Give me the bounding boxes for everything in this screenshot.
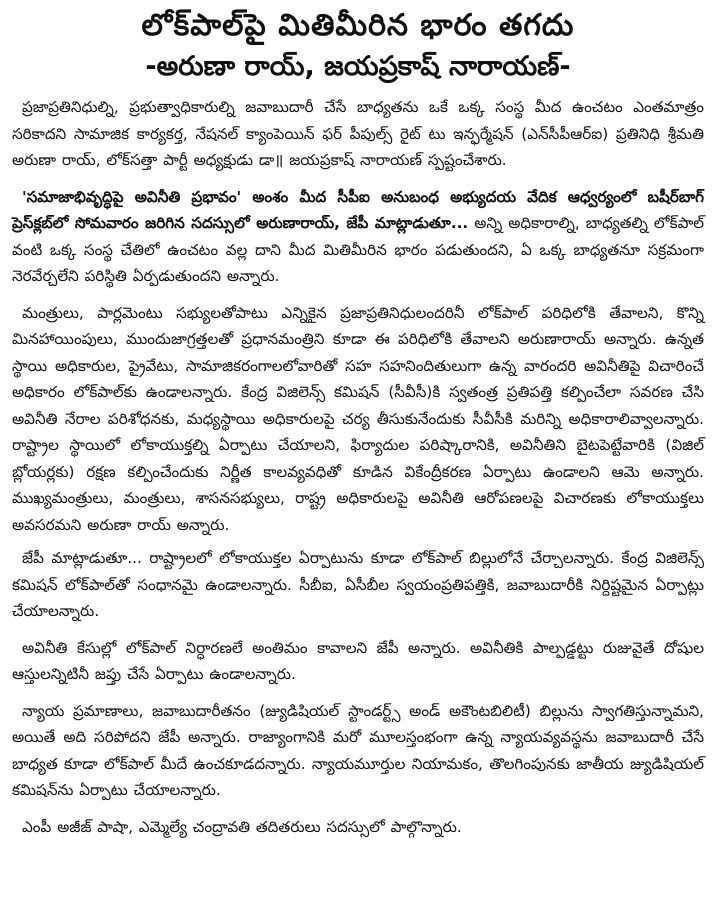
headline: లోక్‌పాల్‌పై మితిమీరిన భారం తగదు: [141, 8, 575, 43]
paragraph-2-body: అన్ని అధికారాల్ని, బాధ్యతల్ని లోక్‌పాల్‌ వంటి ఒక్క సంస్థ చేతిలో ఉంచటం వల్ల దాని మీద మితిమీరిన భారం పడుతుందని, ఏ ఒక్క బాధ్యతనూ సక్రమంగా నెరవేర్చలేని పరిస్థితి ఏర్పడుతుందని అన్నారు.: [12, 214, 704, 285]
paragraph-3: మంత్రులు, పార్లమెంటు సభ్యులతోపాటు ఎన్నికైన ప్రజాప్రతినిధులందరినీ లోక్‌పాల్‌ పరిధిలోకి తేవాలని, కొన్ని మినహాయింపులు, ముందుజాగ్రత్తలతో ప్రధానమంత్రిని కూడా ఈ పరిధిలోకి తేవాలని అరుణారాయ్‌ అన్నారు. ఉన్నత స్థాయి అధికారుల, ప్రైవేటు, సామాజికరంగాలలోవారితో సహ సహనిందితులుగా ఉన్న వారందరి అవినీతిపై విచారించే అధికారం లోక్‌పాల్‌కు ఉండాలన్నారు. కేంద్ర విజిలెన్స్‌ కమిషన్‌ (సీవీసీ)కి స్వతంత్ర ప్రతిపత్తి కల్పించేలా సవరణ చేసి అవినీతి నేరాల పరిశోధనకు, మధ్యస్థాయి అధికారులపై చర్య తీసుకునేందుకు సీవీసీకి మరిన్ని అధికారాలివ్వాలన్నారు. రాష్ట్రాల స్థాయిలో లోకాయుక్తల్ని ఏర్పాటు చేయాలని, ఫిర్యాదుల పరిష్కారానికి, అవినీతిని బైటపెట్టేవారికి (విజిల్‌ బ్లోయర్లకు) రక్షణ కల్పించేందుకు నిర్ణీత కాలవ్యవధితో కూడిన వికేంద్రీకరణ ఏర్పాటు ఉండాలని ఆమె అన్నారు. ముఖ్యమంత్రులు, మంత్రులు, శాసనసభ్యులు, రాష్ట్ర అధికారులపై అవినీతి ఆరోపణలపై విచారణకు లోకాయుక్తలు అవసరమని అరుణా రాయ్‌ అన్నారు.: [12, 303, 704, 534]
paragraph-1: ప్రజాప్రతినిధుల్ని, ప్రభుత్వాధికారుల్ని జవాబుదారీ చేసే బాధ్యతను ఒకే ఒక్క సంస్థ మీద ఉంచటం ఎంతమాత్రం సరికాదని సామాజిక కార్యకర్త, నేషనల్‌ క్యాంపెయిన్‌ ఫర్‌ పీపుల్స్‌ రైట్‌ టు ఇన్ఫర్మేషన్‌ (ఎన్‌సీపీఆర్‌ఐ) ప్రతినిధి శ్రీమతి అరుణా రాయ్‌, లోక్‌సత్తా పార్టీ అధ్యక్షుడు డా॥ జయప్రకాష్‌ నారాయణ్‌ స్పష్టంచేశారు.: [12, 98, 704, 169]
paragraph-7: ఎంపీ అజీజ్‌ పాషా, ఎమ్మెల్యే చంద్రావతి తదితరులు సదస్సులో పాల్గొన్నారు.: [22, 817, 462, 836]
paragraph-4: జేపీ మాట్లాడుతూ... రాష్ట్రాలలో లోకాయుక్తల ఏర్పాటును కూడా లోక్‌పాల్‌ బిల్లులోనే చేర్చాలన్నారు. కేంద్ర విజిలెన్స్‌ కమిషన్‌ లోక్‌పాల్‌తో సంధానమై ఉండాలన్నారు. సీబీఐ, ఏసీబీల స్వయంప్రతిపత్తికి, జవాబుదారీకి నిర్దిష్టమైన ఏర్పాట్లు చేయాలన్నారు.: [12, 549, 704, 620]
paragraph-6: న్యాయ ప్రమాణాలు, జవాబుదారీతనం (జ్యుడిషియల్‌ స్టాండర్ట్స్‌ అండ్‌ అకౌంటబిలిటీ) బిల్లును స్వాగతిస్తున్నామని, అయితే అది సరిపోదని జేపీ అన్నారు. రాజ్యాంగానికి మరో మూలస్తంభంగా ఉన్న న్యాయవ్యవస్థను జవాబుదారీ చేసే బాధ్యత కూడా లోక్‌పాల్‌ మీదే ఉంచకూడదన్నారు. న్యాయమూర్తుల నియామకం, తొలగింపునకు జాతీయ జ్యుడిషియల్‌ కమిషన్‌ను ఏర్పాటు చేయాలన్నారు.: [12, 701, 704, 799]
paragraph-2: [12, 184, 704, 290]
byline-subtitle: -అరుణా రాయ్‌, జయప్రకాష్‌ నారాయణ్‌-: [145, 51, 571, 82]
paragraph-2-lead: 'సమాజాభివృద్ధిపై అవినీతి ప్రభావం' అంశం మీద సీపీఐ అనుబంధ అభ్యుదయ వేదిక ఆధ్వర్యంలో బషీర్‌బాగ్‌ ప్రెస్‌క్లబ్‌లో సోమవారం జరిగిన సదస్సులో అరుణారాయ్‌, జేపీ మాట్లాడుతూ...: [12, 187, 704, 232]
paragraph-5: అవినీతి కేసుల్లో లోక్‌పాల్‌ నిర్ధారణలే అంతిమం కావాలని జేపీ అన్నారు. అవినీతికి పాల్పడ్డట్టు రుజువైతే దోషుల ఆస్తులన్నిటినీ జప్తు చేసే ఏర్పాటు ఉండాలన్నారు.: [12, 638, 704, 683]
